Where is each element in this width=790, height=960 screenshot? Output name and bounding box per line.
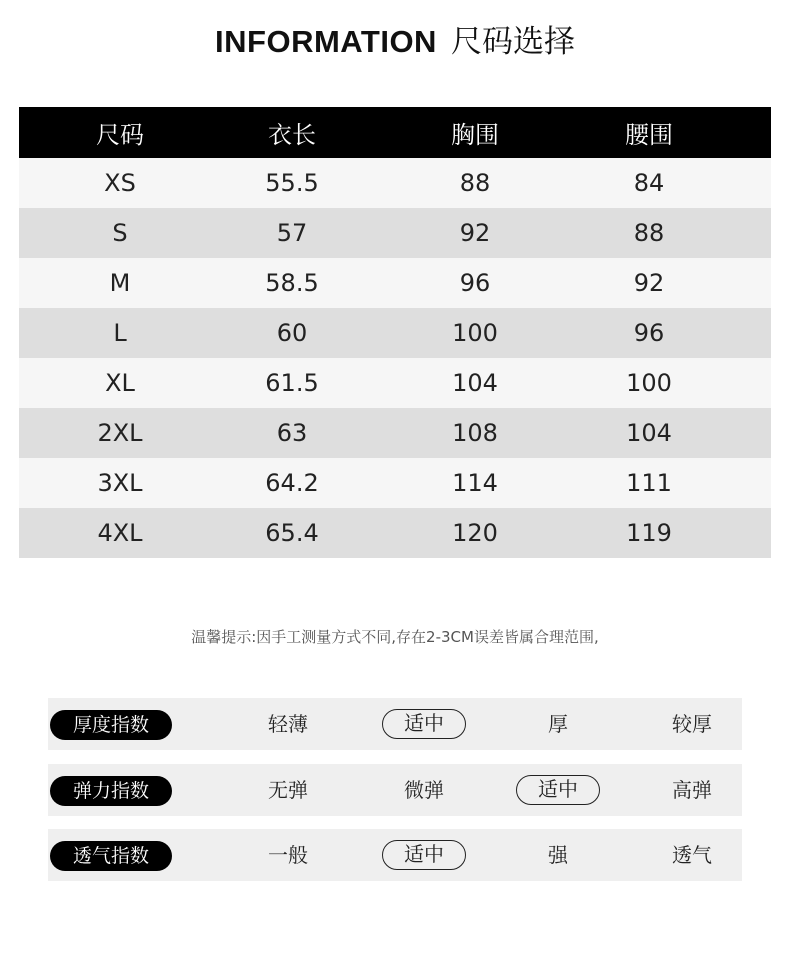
cell-length: 61.5 <box>265 369 319 397</box>
page-title <box>0 20 790 64</box>
cell-length: 60 <box>276 319 308 347</box>
table-row <box>19 508 771 558</box>
cell-waist: 92 <box>633 269 665 297</box>
table-row <box>19 308 771 358</box>
table-row <box>19 458 771 508</box>
elasticity-index-row <box>48 764 742 816</box>
header-size: 尺码 <box>96 121 144 149</box>
cell-length: 57 <box>276 219 308 247</box>
cell-length: 63 <box>276 419 308 447</box>
thickness-option-thicker: 较厚 <box>672 712 712 736</box>
cell-length: 55.5 <box>265 169 319 197</box>
cell-size: 4XL <box>97 519 143 547</box>
cell-chest: 96 <box>459 269 491 297</box>
breathability-option-medium: 适中 <box>382 840 466 870</box>
table-row <box>19 408 771 458</box>
table-row <box>19 158 771 208</box>
cell-waist: 104 <box>626 419 672 447</box>
cell-chest: 100 <box>452 319 498 347</box>
cell-waist: 96 <box>633 319 665 347</box>
cell-size: S <box>112 219 128 247</box>
cell-chest: 104 <box>452 369 498 397</box>
elasticity-option-medium: 适中 <box>516 775 600 805</box>
title-chinese: 尺码选择 <box>450 24 575 60</box>
cell-length: 65.4 <box>265 519 319 547</box>
elasticity-index-label: 弹力指数 <box>50 776 172 806</box>
table-row <box>19 358 771 408</box>
table-row <box>19 258 771 308</box>
table-row <box>19 208 771 258</box>
elasticity-option-high: 高弹 <box>672 778 712 802</box>
title-english: INFORMATION <box>215 24 437 59</box>
thickness-option-medium: 适中 <box>382 709 466 739</box>
cell-size: 2XL <box>97 419 143 447</box>
thickness-index-label: 厚度指数 <box>50 710 172 740</box>
breathability-option-normal: 一般 <box>268 843 308 867</box>
cell-chest: 120 <box>452 519 498 547</box>
cell-length: 58.5 <box>265 269 319 297</box>
thickness-option-thick: 厚 <box>548 712 568 736</box>
cell-chest: 114 <box>452 469 498 497</box>
cell-waist: 111 <box>626 469 672 497</box>
elasticity-option-slight: 微弹 <box>404 778 444 802</box>
header-chest: 胸围 <box>451 121 499 149</box>
elasticity-option-none: 无弹 <box>268 778 308 802</box>
measurement-note: 温馨提示:因手工测量方式不同,存在2-3CM误差皆属合理范围, <box>191 628 599 646</box>
cell-size: M <box>109 269 131 297</box>
table-header <box>19 107 771 158</box>
breathability-index-label: 透气指数 <box>50 841 172 871</box>
cell-waist: 119 <box>626 519 672 547</box>
thickness-option-thin: 轻薄 <box>268 712 308 736</box>
breathability-option-breathable: 透气 <box>672 843 712 867</box>
cell-chest: 92 <box>459 219 491 247</box>
cell-size: L <box>113 319 127 347</box>
cell-size: XL <box>105 369 135 397</box>
header-waist: 腰围 <box>625 121 673 149</box>
breathability-option-strong: 强 <box>548 843 568 867</box>
size-table <box>19 107 771 558</box>
cell-waist: 88 <box>633 219 665 247</box>
cell-waist: 84 <box>633 169 665 197</box>
cell-size: XS <box>104 169 136 197</box>
cell-size: 3XL <box>97 469 143 497</box>
cell-chest: 88 <box>459 169 491 197</box>
thickness-index-row <box>48 698 742 750</box>
cell-chest: 108 <box>452 419 498 447</box>
cell-length: 64.2 <box>265 469 319 497</box>
breathability-index-row <box>48 829 742 881</box>
header-length: 衣长 <box>268 121 316 149</box>
cell-waist: 100 <box>626 369 672 397</box>
